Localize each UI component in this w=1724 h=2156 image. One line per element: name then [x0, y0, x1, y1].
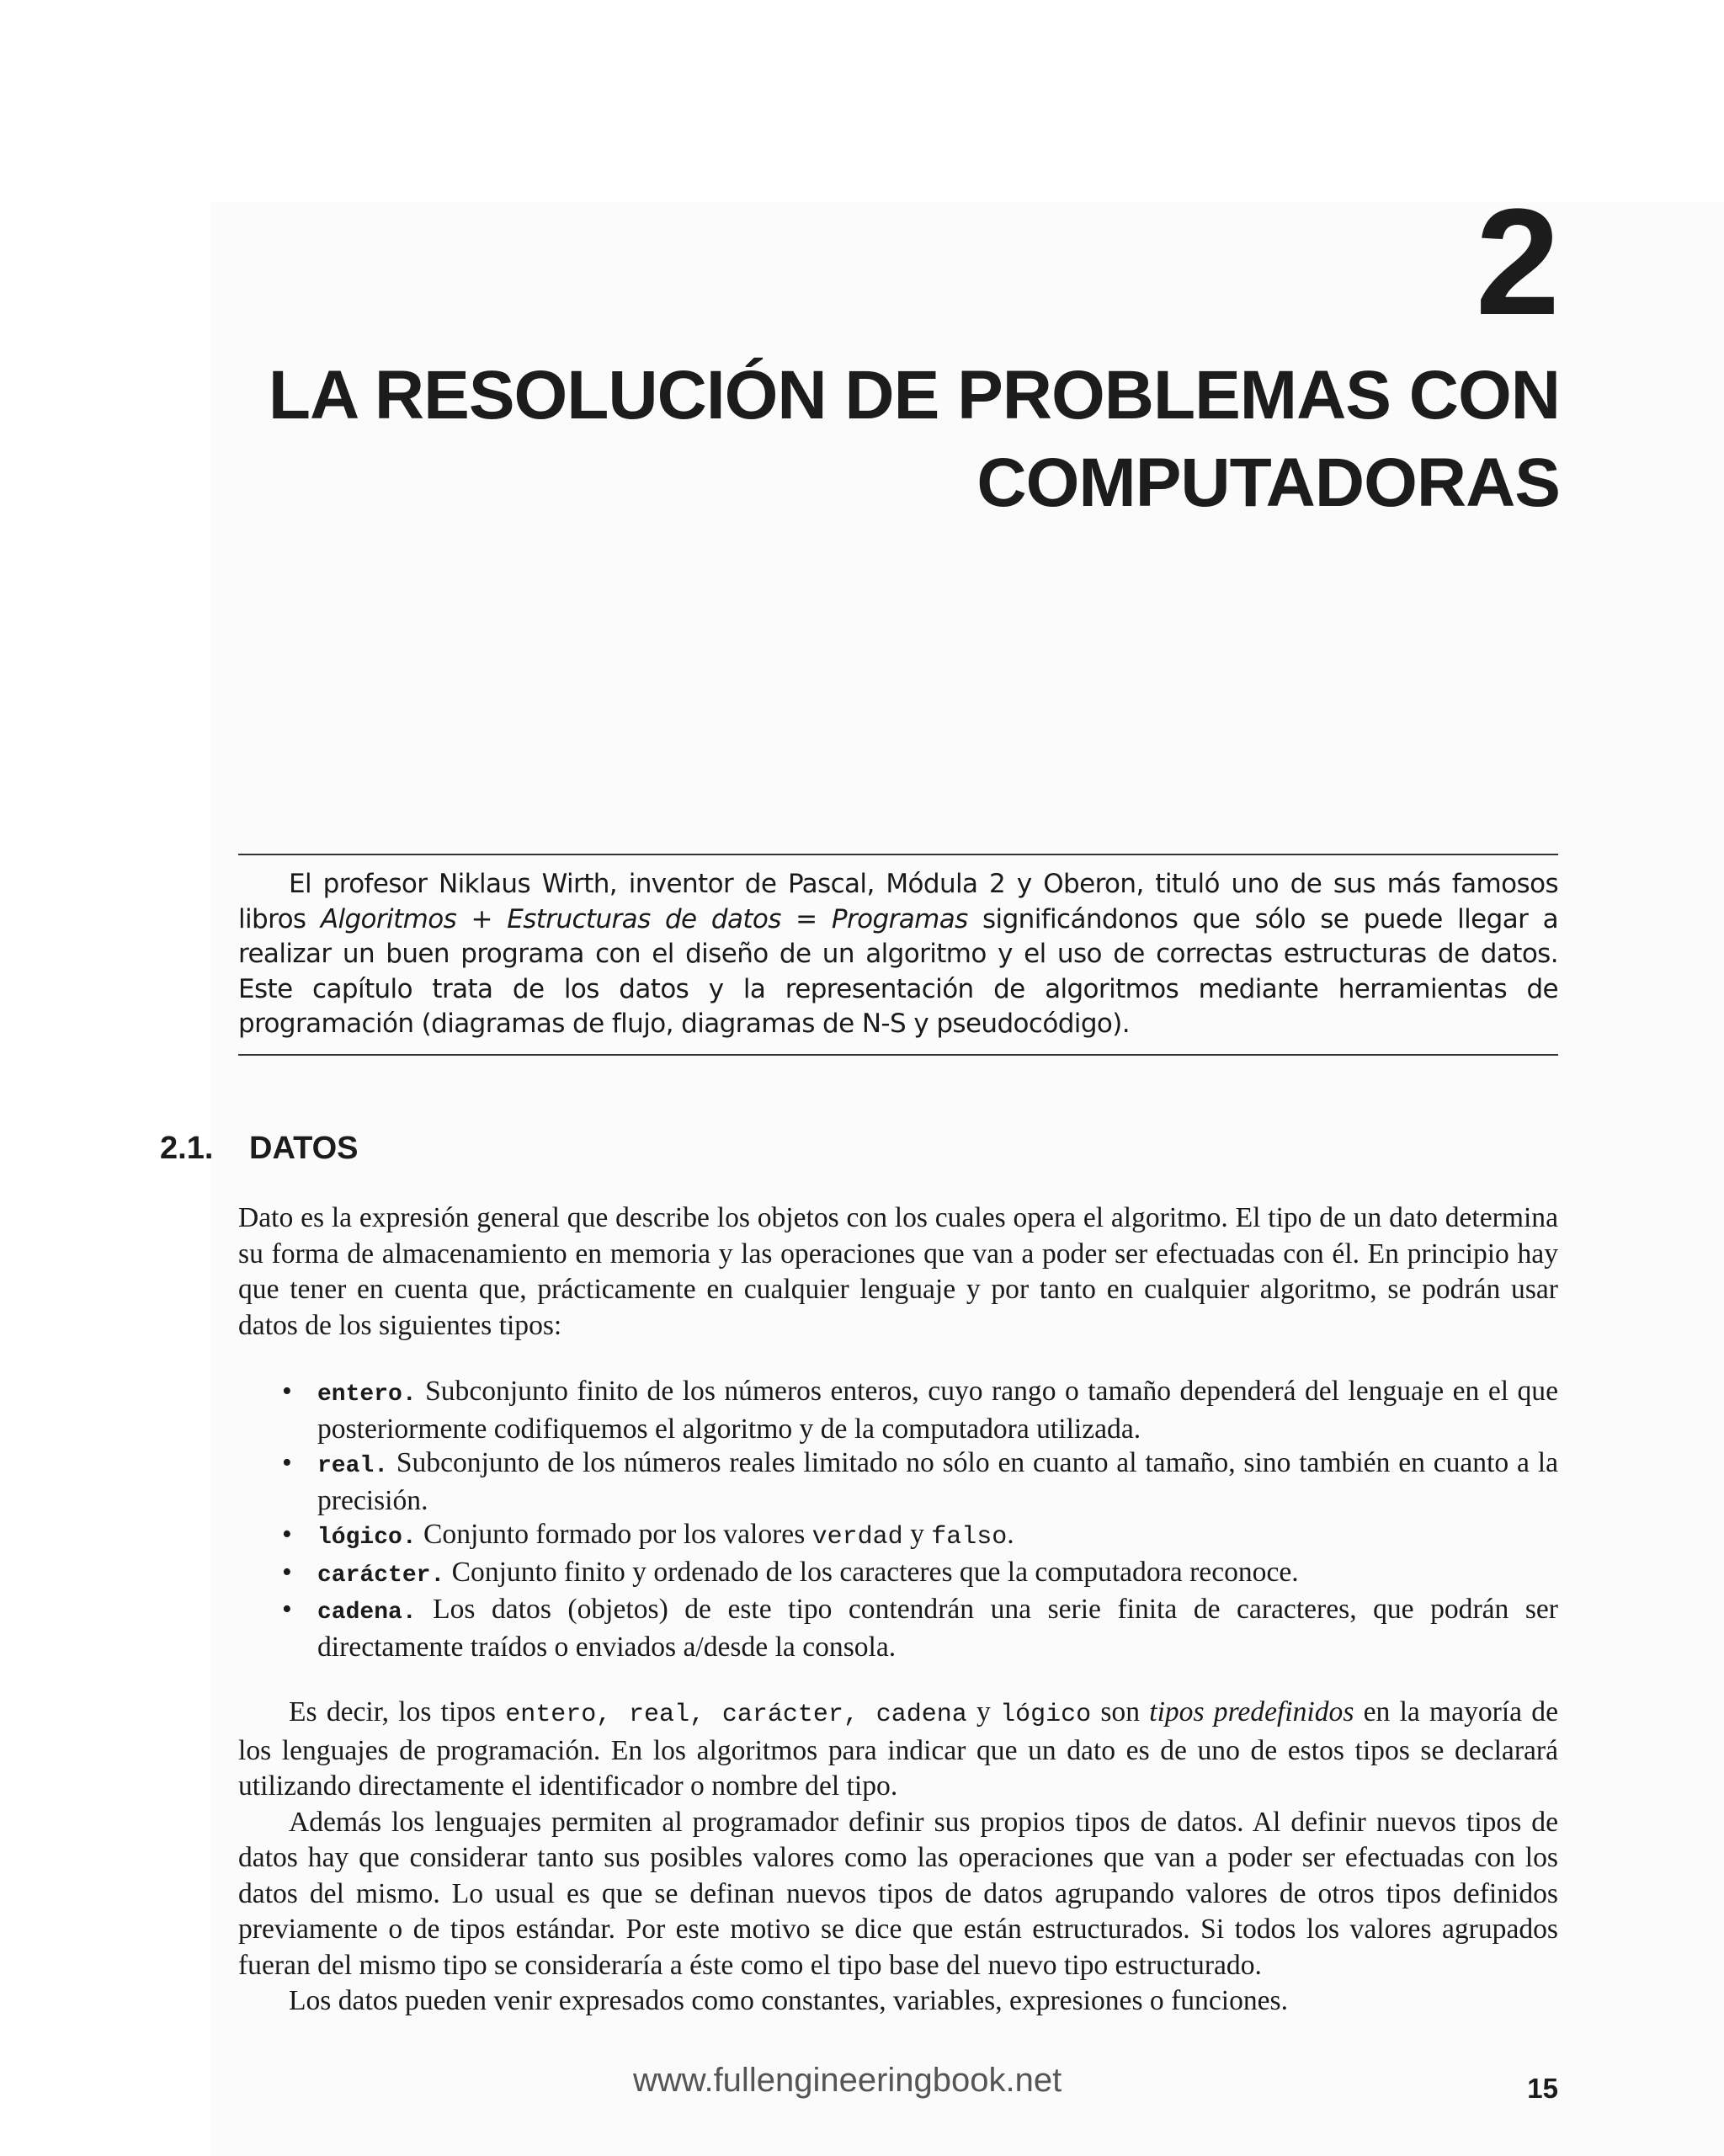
chapter-number: 2 [1475, 178, 1560, 347]
type-term: real. [317, 1453, 389, 1479]
type-term: cadena. [317, 1600, 417, 1626]
type-term: carácter. [317, 1562, 445, 1589]
type-description-end: . [1007, 1519, 1014, 1550]
footer-website: www.fullengineeringbook.net [633, 2062, 1062, 2099]
p2-conjunction: y [966, 1696, 1001, 1727]
p2-mid: son [1091, 1696, 1150, 1727]
chapter-title [129, 352, 1560, 527]
p2-lead: Es decir, los tipos [289, 1696, 506, 1727]
type-description: Conjunto finito y ordenado de los caracteres que la computadora reconoce. [444, 1556, 1299, 1588]
section-number: 2.1. [160, 1131, 214, 1166]
paragraph-3: Además los lenguajes permiten al programador definir sus propios tipos de datos. Al definir nuevos tipos de datos hay que considerar tanto sus posibles valores como las operaciones que van a poder ser efectuadas con los datos del mismo. Lo usual es que se definan nuevos tipos de datos agrupando valores de otros tipos definidos previamente o de tipos estándar. Por este motivo se dice que están estructurados. Si todos los valores agrupados fueran del mismo tipo se consideraría a éste como el tipo base del nuevo tipo estructurado. [238, 1806, 1558, 1981]
intro-text-part-1: El profesor Niklaus Wirth, inventor de Pascal, Módula 2 y Oberon, tituló uno de sus más famosos libros [238, 869, 1558, 934]
chapter-title-line-1: LA RESOLUCIÓN DE PROBLEMAS CON [268, 357, 1560, 434]
type-description-connector: y [902, 1519, 932, 1550]
paragraph-1: Dato es la expresión general que describe los objetos con los cuales opera el algoritmo. El tipo de un dato determina su forma de almacenamiento en memoria y las operaciones que van a poder ser efectuadas con él. En principio hay que tener en cuenta que, prácticamente en cualquier lenguaje y por tanto en cualquier algoritmo, se podrán usar datos de los siguientes tipos: [238, 1202, 1558, 1341]
p2-type-list: entero, real, carácter, cadena [505, 1701, 967, 1729]
bullet-icon: • [282, 1594, 292, 1625]
bullet-icon: • [282, 1376, 292, 1407]
list-item-real [282, 1446, 1558, 1518]
intro-text-part-2: significándonos que sólo se puede llegar a realizar un buen programa con el diseño de un algoritmo y el uso de correctas estructuras de datos. Este capítulo trata de los datos y la representación de algoritmos mediante herramientas de programación (diagramas de flujo, diagramas de N-S y pseudocódigo). [238, 903, 1558, 1039]
paragraph-definition [238, 1200, 1558, 1344]
chapter-title-line-2: COMPUTADORAS [976, 445, 1560, 521]
list-item-cadena [282, 1593, 1558, 1664]
type-description: Los datos (objetos) de este tipo contendrán una serie finita de caracteres, que podrán ser directamente traídos o enviados a/desde la consola. [317, 1594, 1558, 1663]
chapter-intro-box [238, 854, 1558, 1056]
bullet-icon: • [282, 1447, 292, 1478]
type-description: Subconjunto de los números reales limitado no sólo en cuanto al tamaño, sino también en cuanto a la precisión. [317, 1447, 1558, 1516]
p2-type-logico: lógico [1000, 1701, 1092, 1729]
paragraph-2 [238, 1695, 1558, 1805]
paragraph-4: Los datos pueden venir expresados como constantes, variables, expresiones o funciones. [289, 1985, 1289, 2016]
chapter-intro-text [238, 867, 1558, 1042]
bullet-icon: • [282, 1556, 292, 1588]
value-verdad: verdad [811, 1523, 903, 1552]
list-item-entero [282, 1375, 1558, 1446]
type-description: Subconjunto finito de los números enteros, cuyo rango o tamaño dependerá del lenguaje en el que posteriormente codifiquemos el algoritmo y de la computadora utilizada. [317, 1376, 1558, 1445]
value-falso: falso [931, 1523, 1008, 1552]
list-item-logico [282, 1518, 1558, 1556]
type-term: lógico. [317, 1525, 417, 1551]
type-description: Conjunto formado por los valores [416, 1519, 812, 1550]
list-item-caracter [282, 1556, 1558, 1594]
body-paragraphs [238, 1695, 1558, 2020]
p2-rest: en la mayoría de los lenguajes de programación. En los algoritmos para indicar que un dato es de uno de estos tipos se declarará utilizando directamente el identificador o nombre del tipo. [238, 1696, 1558, 1802]
intro-book-title: Algoritmos + Estructuras de datos = Programas [320, 903, 968, 934]
p2-emphasis: tipos predefinidos [1149, 1696, 1354, 1727]
type-term: entero. [317, 1381, 417, 1408]
section-heading [160, 1132, 359, 1164]
data-types-list [282, 1375, 1558, 1664]
bullet-icon: • [282, 1519, 292, 1550]
page-number: 15 [1527, 2073, 1558, 2104]
section-title: DATOS [249, 1131, 359, 1166]
